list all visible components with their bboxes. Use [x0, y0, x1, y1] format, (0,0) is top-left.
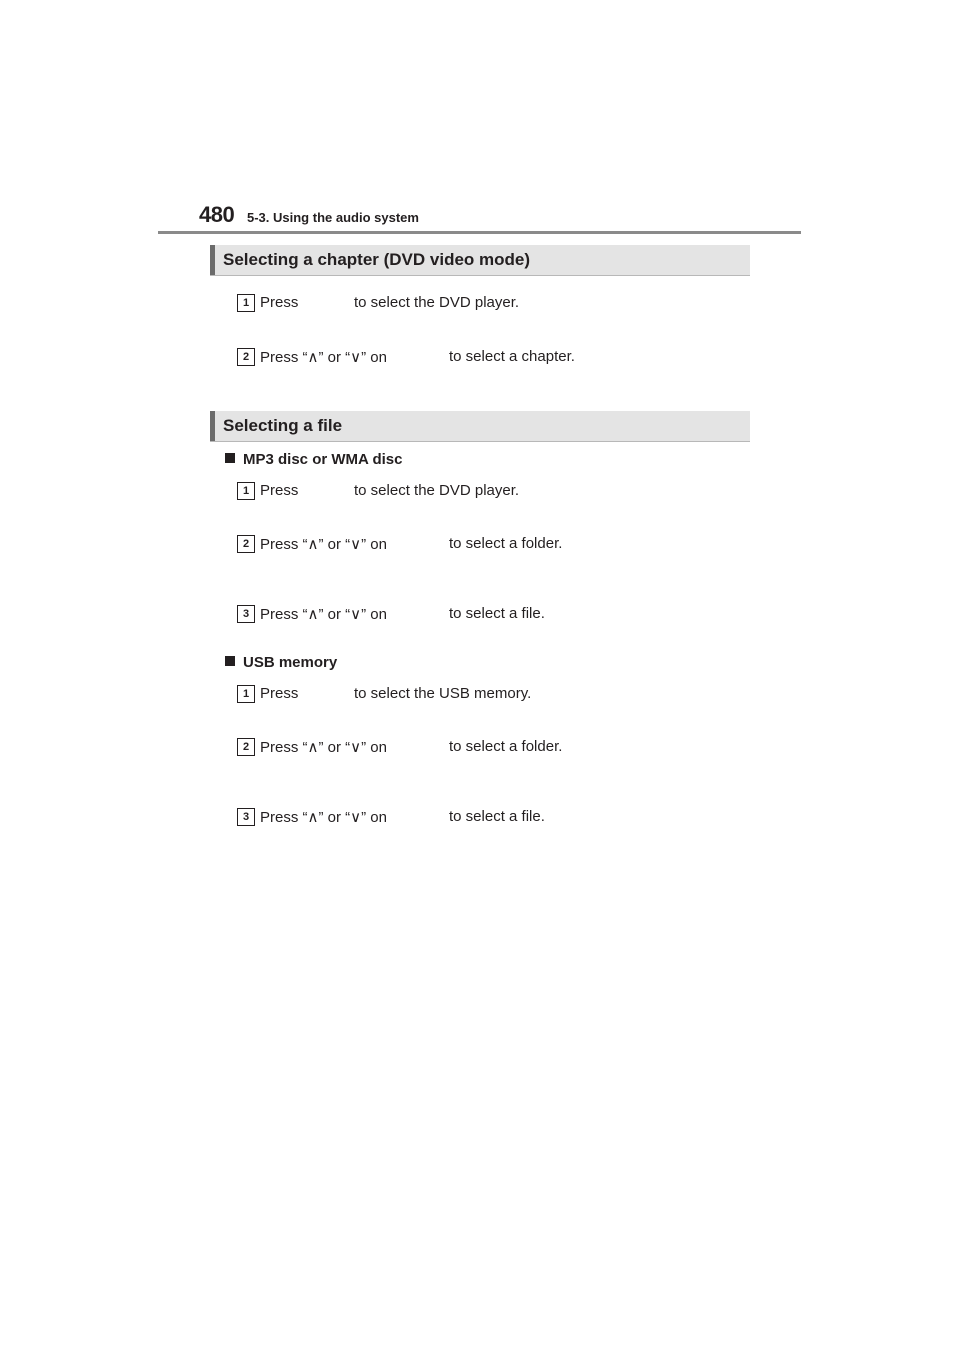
step-press-text: Press “∧” or “∨” on: [260, 536, 387, 553]
step-action-text: to select the DVD player.: [354, 482, 520, 499]
step-number: 3: [237, 808, 255, 826]
section-heading-file: [210, 411, 750, 442]
step-action-text: to select a file.: [449, 808, 545, 825]
square-bullet-icon: [225, 453, 235, 463]
section-title: Selecting a chapter (DVD video mode): [223, 250, 531, 269]
step-action-text: to select the USB memory.: [354, 685, 532, 702]
step-action-text: to select a file.: [449, 605, 545, 622]
step-number: 3: [237, 605, 255, 623]
step-number: 2: [237, 348, 255, 366]
sub-heading-mp3-wma: [225, 451, 402, 468]
step-press-text: Press “∧” or “∨” on: [260, 606, 387, 623]
heading-accent: [210, 245, 215, 275]
page-number: 480: [199, 202, 235, 227]
step-action-text: to select a folder.: [449, 738, 563, 755]
step-press-text: Press “∧” or “∨” on: [260, 739, 387, 756]
section-label: 5-3. Using the audio system: [247, 210, 419, 225]
step-press-text: Press: [260, 685, 299, 702]
step-press-text: Press: [260, 294, 299, 311]
section-title: Selecting a file: [223, 416, 343, 435]
step-action-text: to select a folder.: [449, 535, 563, 552]
step-press-text: Press: [260, 482, 299, 499]
step-action-text: to select a chapter.: [449, 348, 575, 365]
sub-heading-label: USB memory: [243, 654, 338, 671]
square-bullet-icon: [225, 656, 235, 666]
step-number: 2: [237, 738, 255, 756]
step-action-text: to select the DVD player.: [354, 294, 520, 311]
step-number: 1: [237, 482, 255, 500]
header-rule: [158, 231, 801, 234]
step-number: 2: [237, 535, 255, 553]
sub-heading-usb: [225, 654, 337, 671]
heading-accent: [210, 411, 215, 441]
step-press-text: Press “∧” or “∨” on: [260, 349, 387, 366]
step-number: 1: [237, 294, 255, 312]
section-heading-chapter: [210, 245, 750, 276]
step-press-text: Press “∧” or “∨” on: [260, 809, 387, 826]
sub-heading-label: MP3 disc or WMA disc: [243, 451, 403, 468]
step-number: 1: [237, 685, 255, 703]
